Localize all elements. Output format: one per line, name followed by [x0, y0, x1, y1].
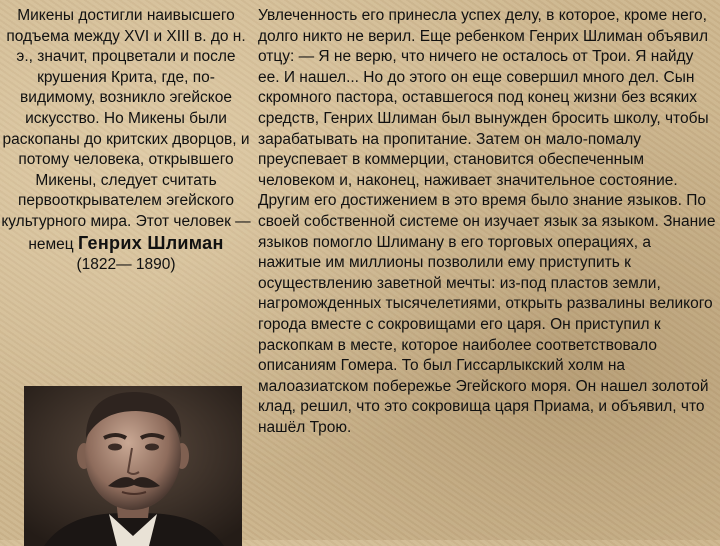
- intro-paragraph: Микены достигли наивысшего подъема между XVI и XIII в. до н. э., значит, процветали и после крушения Крита, где, по-видимому, возникло эгейское искусство. Но Микены были раскопаны до критских дворцов, и потому человека, открывшего Микены, следует считать первооткрывателем эгейского культурного мира. Этот человек —: [1, 7, 251, 230]
- portrait-photo: [24, 386, 242, 546]
- name-line: [0, 233, 252, 256]
- right-text-column: [258, 6, 716, 438]
- life-years: (1822— 1890): [76, 256, 176, 274]
- person-name: Генрих Шлиман: [77, 232, 224, 253]
- name-prefix: немец: [28, 235, 74, 253]
- left-text-column: [0, 6, 252, 276]
- biography-paragraph: Увлеченность его принесла успех делу, в которое, кроме него, долго никто не верил. Еще ребенком Генрих Шлиман объявил отцу: — Я не верю, что ничего не осталось от Трои. Я найду ее. И нашел... Но до этого он еще совершил много дел. Сын скромного пастора, оставшегося под конец жизни без всяких средств, Генрих Шлиман был вынужден бросить школу, чтобы зарабатывать на пропитание. Затем он мало-помалу преуспевает в коммерции, становится обеспеченным человеком и, наконец, наживает значительное состояние. Другим его достижением в это время было знание языков. По своей собственной системе он изучает язык за языком. Знание языков помогло Шлиману в его торговых операциях, а нажитые им миллионы позволили ему приступить к осуществлению заветной мечты: из-под пластов земли, нагроможденных тысячелетиями, открыть развалины великого города вместе с сокровищами его царя. Он приступил к раскопкам в месте, которое наиболее соответствовало описаниям Гомера. То был Гиссарлыкский холм на малоазиатском побережье Эгейского моря. Он нашел золотой клад, решил, что это сокровища царя Приама, и объявил, что нашёл Трою.: [258, 7, 716, 436]
